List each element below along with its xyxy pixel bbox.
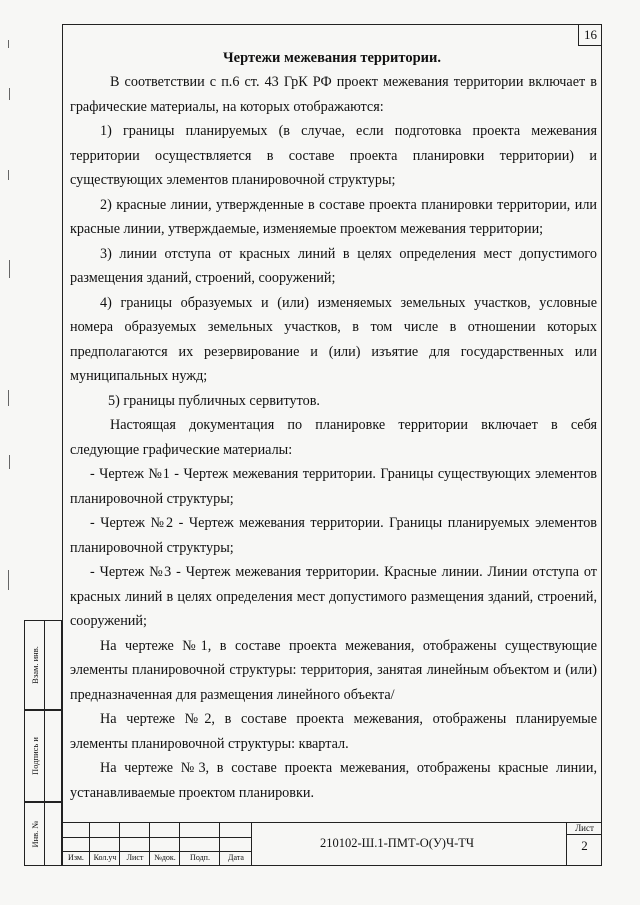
paragraph-item-2: 2) красные линии, утвержденные в составе проекта планировки территории, или красные линии, утверждаемые, изменяемые проектом межевания территории;	[70, 196, 597, 237]
paragraph-item-1: 1) границы планируемых (в случае, если подготовка проекта межевания территории осуществляется в составе проекта планировки территории) и существующих элементов планировочной структуры;	[70, 123, 597, 188]
stamp-header-koluch: Кол.уч	[93, 853, 117, 862]
sheet-number: 2	[581, 838, 588, 853]
stamp-header-data: Дата	[228, 853, 244, 862]
paragraph-drawing-2: - Чертеж №2 - Чертеж межевания территории. Границы планируемых элементов планировочной структуры;	[70, 515, 597, 556]
scan-mark	[9, 260, 10, 278]
page-number: 16	[578, 24, 602, 46]
document-body	[70, 70, 597, 805]
scan-mark	[9, 88, 10, 100]
scan-mark	[8, 40, 9, 48]
paragraph-item-4: 4) границы образуемых и (или) изменяемых земельных участков, условные номера образуемых земельных участков, в том числе в отношении которых предполагаются их резервирование и (или) изъятие для государственных или муниципальных нужд;	[70, 294, 597, 384]
sheet-label: Лист	[567, 822, 602, 835]
stamp-header-izm: Изм.	[68, 853, 84, 862]
scan-mark	[8, 390, 9, 406]
paragraph-note-1: На чертеже №1, в составе проекта межевания, отображены существующие элементы планировочной структуры: территория, занятая линейным объектом и (или) предназначенная для размещения линейного объекта/	[70, 637, 597, 703]
paragraph-note-2: На чертеже №2, в составе проекта межевания, отображены планируемые элементы планировочной структуры: квартал.	[70, 711, 597, 752]
paragraph-drawing-3: - Чертеж №3 - Чертеж межевания территории. Красные линии. Линии отступа от красных линий в целях определения мест допустимого размещения зданий, строений, сооружений;	[70, 564, 597, 629]
paragraph-materials: Настоящая документация по планировке территории включает в себя следующие графические материалы:	[70, 417, 597, 458]
paragraph-intro: В соответствии с п.6 ст. 43 ГрК РФ проект межевания территории включает в графические материалы, на которых отображаются:	[70, 74, 597, 115]
side-label-vzam: Взам. инв.	[30, 646, 40, 684]
stamp-header-ndok: №док.	[154, 853, 176, 862]
scan-mark	[8, 570, 9, 590]
scan-mark	[9, 455, 10, 469]
paragraph-item-5: 5) границы публичных сервитутов.	[108, 392, 320, 409]
side-stamp-vzam	[24, 620, 62, 710]
side-stamp-podpis	[24, 710, 62, 802]
page-title: Чертежи межевания территории.	[223, 50, 441, 66]
side-label-inv: Инв. №	[30, 820, 40, 848]
side-label-podpis: Подпись и	[30, 737, 40, 775]
document-code: 210102-Ш.1-ПМТ-О(У)Ч-ТЧ	[320, 836, 474, 850]
stamp-header-list: Лист	[126, 853, 144, 862]
paragraph-note-3: На чертеже №3, в составе проекта межевания, отображены красные линии, устанавливаемые проектом планировки.	[70, 760, 597, 801]
scan-mark	[8, 170, 9, 180]
title-block	[62, 822, 602, 866]
paragraph-item-3: 3) линии отступа от красных линий в целях определения мест допустимого размещения зданий, строений, сооружений;	[70, 245, 597, 286]
paragraph-drawing-1: - Чертеж №1 - Чертеж межевания территории. Границы существующих элементов планировочной структуры;	[70, 466, 597, 507]
stamp-header-podp: Подп.	[190, 853, 210, 862]
side-stamp-inv	[24, 802, 62, 866]
